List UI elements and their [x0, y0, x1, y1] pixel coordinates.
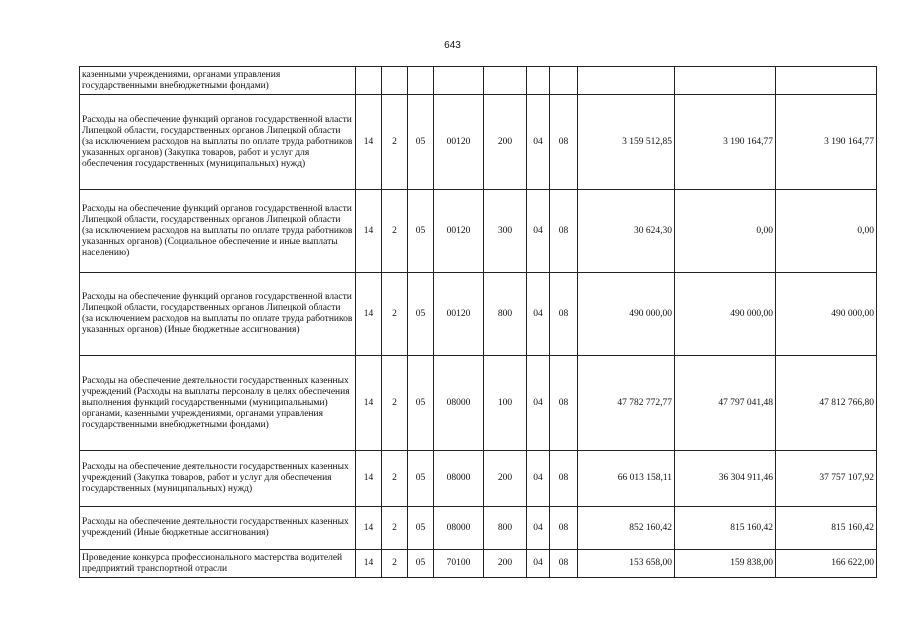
cell-code-f: 04: [527, 356, 550, 451]
cell-amount-1: 852 160,42: [578, 507, 675, 550]
table-row: [80, 507, 877, 550]
cell-amount-2: 3 190 164,77: [675, 95, 776, 190]
cell-code-f: 04: [527, 507, 550, 550]
cell-code-b: 2: [382, 507, 408, 550]
cell-code-g: 08: [550, 190, 578, 273]
cell-code-e: 100: [484, 356, 527, 451]
cell-code-g: 08: [550, 273, 578, 356]
cell-amount-2: 0,00: [675, 190, 776, 273]
cell-code-c: 05: [408, 273, 434, 356]
cell-amount-3: 3 190 164,77: [776, 95, 877, 190]
cell-code-d: 00120: [434, 273, 484, 356]
cell-code-f: 04: [527, 550, 550, 578]
cell-code-d: 00120: [434, 190, 484, 273]
cell-code-e: 200: [484, 95, 527, 190]
cell-code-g: 08: [550, 507, 578, 550]
cell-amount-1: 153 658,00: [578, 550, 675, 578]
cell-code-b: [382, 67, 408, 95]
table-row: [80, 451, 877, 507]
cell-amount-3: 0,00: [776, 190, 877, 273]
row-description: Расходы на обеспечение функций органов государственной власти Липецкой области, государственных органов Липецкой области (за исключением расходов на выплаты по оплате труда работников указанных органов) (Закупка товаров, работ и услуг для обеспечения государственных (муниципальных) нужд): [80, 95, 356, 190]
cell-code-e: [484, 67, 527, 95]
cell-code-c: 05: [408, 507, 434, 550]
cell-code-e: 800: [484, 273, 527, 356]
cell-code-a: 14: [356, 507, 382, 550]
cell-code-g: 08: [550, 451, 578, 507]
cell-code-d: [434, 67, 484, 95]
budget-table: [79, 66, 877, 578]
cell-code-f: [527, 67, 550, 95]
cell-code-d: 70100: [434, 550, 484, 578]
cell-amount-3: [776, 67, 877, 95]
cell-amount-3: 37 757 107,92: [776, 451, 877, 507]
row-description: Проведение конкурса профессионального мастерства водителей предприятий транспортной отрасли: [80, 550, 356, 578]
cell-code-a: 14: [356, 273, 382, 356]
cell-amount-2: 159 838,00: [675, 550, 776, 578]
cell-code-b: 2: [382, 273, 408, 356]
table-row: [80, 273, 877, 356]
cell-amount-2: [675, 67, 776, 95]
cell-code-b: 2: [382, 190, 408, 273]
cell-code-g: 08: [550, 550, 578, 578]
cell-code-c: 05: [408, 451, 434, 507]
cell-code-c: [408, 67, 434, 95]
cell-code-g: 08: [550, 356, 578, 451]
cell-code-a: 14: [356, 190, 382, 273]
cell-code-e: 200: [484, 550, 527, 578]
cell-code-g: 08: [550, 95, 578, 190]
table-row: [80, 190, 877, 273]
cell-code-f: 04: [527, 95, 550, 190]
table-row: [80, 356, 877, 451]
cell-amount-3: 47 812 766,80: [776, 356, 877, 451]
cell-amount-2: 815 160,42: [675, 507, 776, 550]
cell-code-a: 14: [356, 451, 382, 507]
cell-amount-3: 166 622,00: [776, 550, 877, 578]
cell-code-f: 04: [527, 451, 550, 507]
page-number: 643: [444, 40, 461, 51]
cell-code-d: 00120: [434, 95, 484, 190]
cell-amount-1: 47 782 772,77: [578, 356, 675, 451]
table-body: [80, 67, 877, 578]
row-description: Расходы на обеспечение функций органов государственной власти Липецкой области, государственных органов Липецкой области (за исключением расходов на выплаты по оплате труда работников указанных органов) (Иные бюджетные ассигнования): [80, 273, 356, 356]
cell-amount-1: 30 624,30: [578, 190, 675, 273]
cell-code-a: 14: [356, 550, 382, 578]
row-description: Расходы на обеспечение деятельности государственных казенных учреждений (Закупка товаров, работ и услуг для обеспечения государственных (муниципальных) нужд): [80, 451, 356, 507]
cell-amount-2: 36 304 911,46: [675, 451, 776, 507]
cell-code-b: 2: [382, 451, 408, 507]
row-description: Расходы на обеспечение деятельности государственных казенных учреждений (Иные бюджетные ассигнования): [80, 507, 356, 550]
cell-code-e: 200: [484, 451, 527, 507]
cell-amount-1: 66 013 158,11: [578, 451, 675, 507]
cell-code-d: 08000: [434, 451, 484, 507]
cell-code-d: 08000: [434, 507, 484, 550]
table-row: [80, 95, 877, 190]
cell-amount-2: 490 000,00: [675, 273, 776, 356]
cell-code-a: 14: [356, 95, 382, 190]
cell-amount-2: 47 797 041,48: [675, 356, 776, 451]
cell-code-c: 05: [408, 95, 434, 190]
cell-code-b: 2: [382, 95, 408, 190]
cell-code-c: 05: [408, 356, 434, 451]
cell-code-g: [550, 67, 578, 95]
row-description: Расходы на обеспечение деятельности государственных казенных учреждений (Расходы на выплаты персоналу в целях обеспечения выполнения функций государственными (муниципальными) органами, казенными учреждениями, органами управления государственными внебюджетными фондами): [80, 356, 356, 451]
cell-code-e: 300: [484, 190, 527, 273]
cell-amount-3: 815 160,42: [776, 507, 877, 550]
cell-amount-1: 490 000,00: [578, 273, 675, 356]
cell-amount-1: [578, 67, 675, 95]
table-row: [80, 550, 877, 578]
cell-code-c: 05: [408, 190, 434, 273]
cell-code-a: 14: [356, 356, 382, 451]
cell-code-d: 08000: [434, 356, 484, 451]
cell-code-f: 04: [527, 273, 550, 356]
cell-code-e: 800: [484, 507, 527, 550]
row-description: Расходы на обеспечение функций органов государственной власти Липецкой области, государственных органов Липецкой области (за исключением расходов на выплаты по оплате труда работников указанных органов) (Социальное обеспечение и иные выплаты населению): [80, 190, 356, 273]
cell-amount-3: 490 000,00: [776, 273, 877, 356]
cell-code-f: 04: [527, 190, 550, 273]
cell-code-b: 2: [382, 550, 408, 578]
cell-code-a: [356, 67, 382, 95]
row-description: казенными учреждениями, органами управления государственными внебюджетными фондами): [80, 67, 356, 95]
cell-code-c: 05: [408, 550, 434, 578]
table-row: [80, 67, 877, 95]
cell-amount-1: 3 159 512,85: [578, 95, 675, 190]
cell-code-b: 2: [382, 356, 408, 451]
